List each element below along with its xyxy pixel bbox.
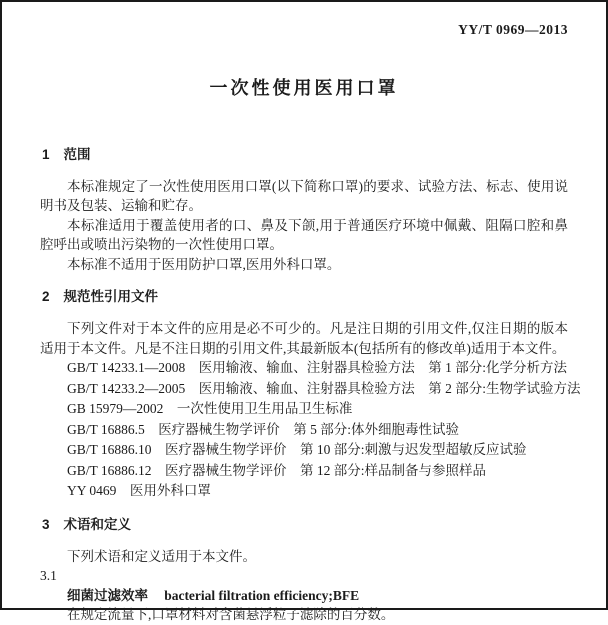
document-title: 一次性使用医用口罩 [209, 77, 399, 98]
document-page [2, 2, 606, 622]
section-scope [40, 145, 568, 275]
section-heading [42, 145, 568, 164]
reference-item: GB/T 16886.10 医疗器械生物学评价 第 10 部分:刺激与迟发型超敏反应试验 [67, 442, 527, 457]
reference-item: GB 15979—2002 一次性使用卫生用品卫生标准 [67, 401, 353, 416]
term-number: 3.1 [40, 568, 57, 583]
reference-item: GB/T 14233.2—2005 医用输液、输血、注射器具检验方法 第 2 部分:生物学试验方法 [67, 380, 581, 396]
section-title: 范围 [63, 146, 91, 162]
paragraph: 本标准适用于覆盖使用者的口、鼻及下颌,用于普通医疗环境中佩戴、阻隔口腔和鼻腔呼出或喷出污染物的一次性使用口罩。 [40, 217, 568, 252]
term-title [40, 586, 568, 606]
term-chinese: 细菌过滤效率 [67, 587, 148, 603]
term-definition: 在规定流量下,口罩材料对含菌悬浮粒子滤除的百分数。 [67, 607, 395, 622]
term-english: bacterial filtration efficiency;BFE [164, 587, 360, 603]
section-number: 2 [42, 289, 50, 304]
section-heading [42, 287, 568, 306]
section-number: 3 [42, 516, 50, 532]
paragraph: 下列文件对于本文件的应用是必不可少的。凡是注日期的引用文件,仅注日期的版本适用于本文件。凡是不注日期的引用文件,其最新版本(包括所有的修改单)适用于本文件。 [40, 321, 568, 356]
reference-item: YY 0469 医用外科口罩 [67, 483, 211, 498]
section-normative-references [40, 287, 581, 502]
section-heading [42, 515, 568, 534]
reference-item: GB/T 16886.12 医疗器械生物学评价 第 12 部分:样品制备与参照样品 [67, 462, 487, 478]
reference-list [40, 358, 581, 502]
paragraph: 下列术语和定义适用于本文件。 [67, 548, 256, 564]
paragraph: 本标准不适用于医用防护口罩,医用外科口罩。 [67, 256, 341, 272]
section-title: 规范性引用文件 [63, 289, 159, 304]
section-terms-definitions [40, 515, 568, 625]
section-title: 术语和定义 [63, 516, 132, 532]
term-entry [40, 566, 568, 625]
paragraph: 本标准规定了一次性使用医用口罩(以下简称口罩)的要求、试验方法、标志、使用说明书及包装、运输和贮存。 [40, 178, 568, 213]
reference-item: GB/T 14233.1—2008 医用输液、输血、注射器具检验方法 第 1 部分:化学分析方法 [67, 360, 568, 375]
standard-number: YY/T 0969—2013 [458, 22, 568, 37]
section-number: 1 [42, 146, 50, 162]
reference-item: GB/T 16886.5 医疗器械生物学评价 第 5 部分:体外细胞毒性试验 [67, 421, 460, 437]
